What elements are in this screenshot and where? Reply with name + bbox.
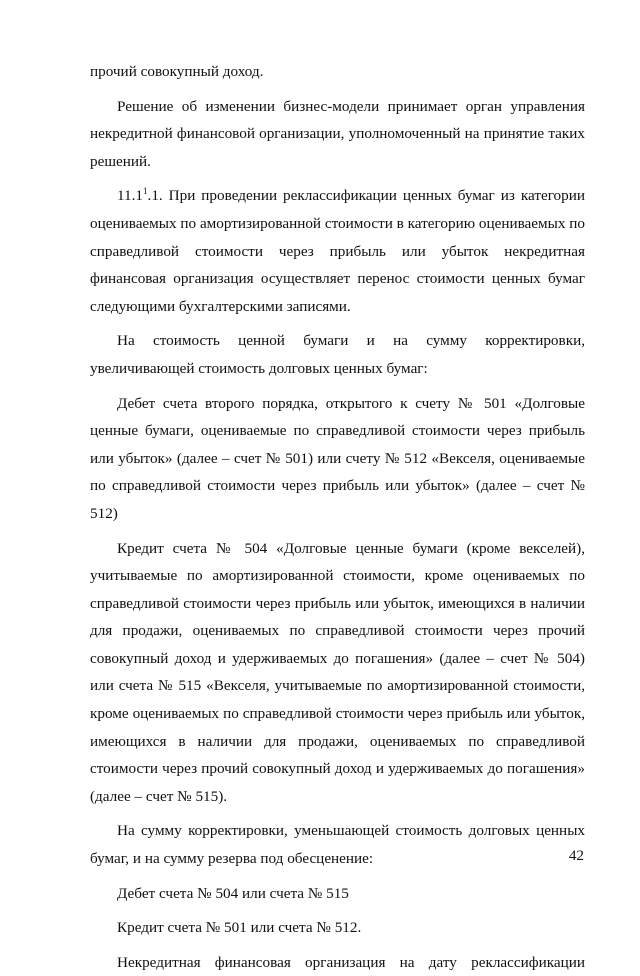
paragraph-debit-account-501-512: Дебет счета второго порядка, открытого к счету № 501 «Долговые ценные бумаги, оцениваемые по справедливой стоимости через прибыль или убыток» (далее – счет № 501) или счету № 512 «Векселя, оцениваемые по справедливой стоимости через прибыль или убыток» (далее – счет № 512) bbox=[90, 394, 585, 522]
paragraph-business-model-decision: Решение об изменении бизнес-модели принимает орган управления некредитной финансовой организации, уполномоченный на принятие таких решений. bbox=[90, 97, 585, 170]
paragraph-cost-and-adjustment: На стоимость ценной бумаги и на сумму корректировки, увеличивающей стоимость долговых ценных бумаг: bbox=[90, 332, 585, 377]
clause-text: .1. При проведении реклассификации ценных бумаг из категории оцениваемых по амортизированной стоимости в категорию оцениваемых по справедливой стоимости через прибыль или убыток некредитная финансовая организация осуществляет перенос стоимости ценных бумаг следующими бухгалтерскими записями. bbox=[90, 187, 585, 315]
paragraph-credit-501-512: Кредит счета № 501 или счета № 512. bbox=[117, 919, 362, 937]
paragraph-decrease-adjustment: На сумму корректировки, уменьшающей стоимость долговых ценных бумаг, и на сумму резерва под обесценение: bbox=[90, 822, 585, 868]
paragraph-credit-account-504-515: Кредит счета № 504 «Долговые ценные бумаги (кроме векселей), учитываемые по амортизированной стоимости, кроме оцениваемых по справедливой стоимости через прибыль или убыток, имеющихся в наличии для продажи, оцениваемых по справедливой стоимости через прочий совокупный доход и удерживаемых до погашения» (далее – счет № 504) или счета № 515 «Векселя, учитываемые по амортизированной стоимости, кроме оцениваемых по справедливой стоимости через прибыль или убыток, имеющихся в наличии для продажи, оцениваемых по справедливой стоимости через прочий совокупный доход и удерживаемых до погашения» (далее – счет № 515). bbox=[90, 539, 585, 805]
paragraph-continuation: прочий совокупный доход. bbox=[90, 63, 264, 80]
clause-superscript: 1 bbox=[143, 186, 148, 197]
paragraph-debit-504-515: Дебет счета № 504 или счета № 515 bbox=[117, 884, 349, 902]
page-number: 42 bbox=[568, 847, 584, 864]
clause-number: 11.1 bbox=[117, 187, 144, 205]
document-body bbox=[90, 58, 585, 976]
paragraph-reclassification-clause bbox=[90, 182, 585, 320]
paragraph-reclassification-date: Некредитная финансовая организация на дату реклассификации bbox=[117, 953, 585, 971]
